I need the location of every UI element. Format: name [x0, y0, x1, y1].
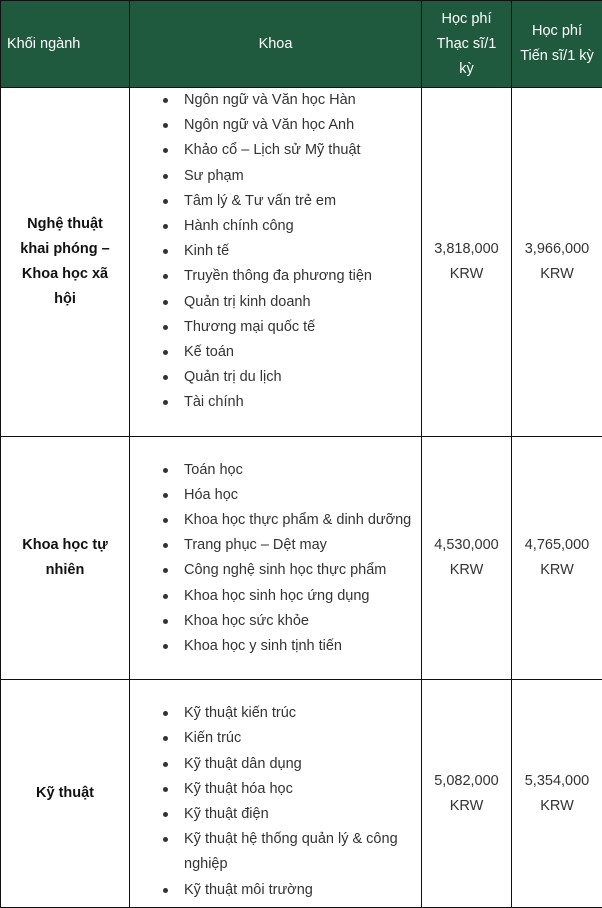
list-item: Kiến trúc	[130, 726, 415, 751]
list-item: Hóa học	[130, 483, 415, 508]
faculty-cell	[130, 436, 422, 680]
phd-fee-value: 4,765,000 KRW	[512, 436, 602, 680]
phd-fee-value: 3,966,000 KRW	[512, 88, 602, 437]
list-item: Khoa học sức khỏe	[130, 609, 415, 634]
list-item: Toán học	[130, 458, 415, 483]
header-phd-fee: Học phí Tiến sĩ/1 kỳ	[512, 1, 602, 88]
phd-fee-value: 5,354,000 KRW	[512, 680, 602, 908]
list-item: Kinh tế	[130, 239, 415, 264]
table-row	[1, 88, 602, 437]
list-item: Kỹ thuật kiến trúc	[130, 701, 415, 726]
group-name: Nghệ thuật khai phóng – Khoa học xã hội	[1, 88, 130, 437]
list-item: Khoa học y sinh tịnh tiến	[130, 634, 415, 659]
list-item: Kỹ thuật hệ thống quản lý & công nghiệp	[130, 827, 415, 877]
table-row	[1, 680, 602, 908]
header-faculty: Khoa	[130, 1, 422, 88]
list-item: Sư phạm	[130, 164, 415, 189]
group-name: Khoa học tự nhiên	[1, 436, 130, 680]
list-item: Quản trị kinh doanh	[130, 290, 415, 315]
list-item: Thương mại quốc tế	[130, 315, 415, 340]
faculty-list	[130, 88, 421, 416]
faculty-list	[130, 701, 421, 903]
list-item: Kế toán	[130, 340, 415, 365]
list-item: Kỹ thuật điện	[130, 802, 415, 827]
list-item: Công nghệ sinh học thực phẩm	[130, 558, 415, 583]
table-header-row	[1, 1, 602, 88]
group-name: Kỹ thuật	[1, 680, 130, 908]
header-master-fee: Học phí Thạc sĩ/1 kỳ	[422, 1, 512, 88]
list-item: Quản trị du lịch	[130, 365, 415, 390]
faculty-list	[130, 458, 421, 660]
table-row	[1, 436, 602, 680]
faculty-cell	[130, 88, 422, 437]
master-fee-value: 3,818,000 KRW	[422, 88, 512, 437]
list-item: Hành chính công	[130, 214, 415, 239]
faculty-cell	[130, 680, 422, 908]
list-item: Khảo cổ – Lịch sử Mỹ thuật	[130, 138, 415, 163]
master-fee-value: 4,530,000 KRW	[422, 436, 512, 680]
list-item: Kỹ thuật dân dụng	[130, 752, 415, 777]
list-item: Ngôn ngữ và Văn học Anh	[130, 113, 415, 138]
header-group: Khối ngành	[1, 1, 130, 88]
list-item: Khoa học thực phẩm & dinh dưỡng	[130, 508, 415, 533]
list-item: Kỹ thuật môi trường	[130, 878, 415, 903]
list-item: Kỹ thuật hóa học	[130, 777, 415, 802]
list-item: Ngôn ngữ và Văn học Hàn	[130, 88, 415, 113]
master-fee-value: 5,082,000 KRW	[422, 680, 512, 908]
list-item: Truyền thông đa phương tiện	[130, 264, 415, 289]
list-item: Trang phục – Dệt may	[130, 533, 415, 558]
list-item: Tâm lý & Tư vấn trẻ em	[130, 189, 415, 214]
list-item: Tài chính	[130, 390, 415, 415]
list-item: Khoa học sinh học ứng dụng	[130, 584, 415, 609]
